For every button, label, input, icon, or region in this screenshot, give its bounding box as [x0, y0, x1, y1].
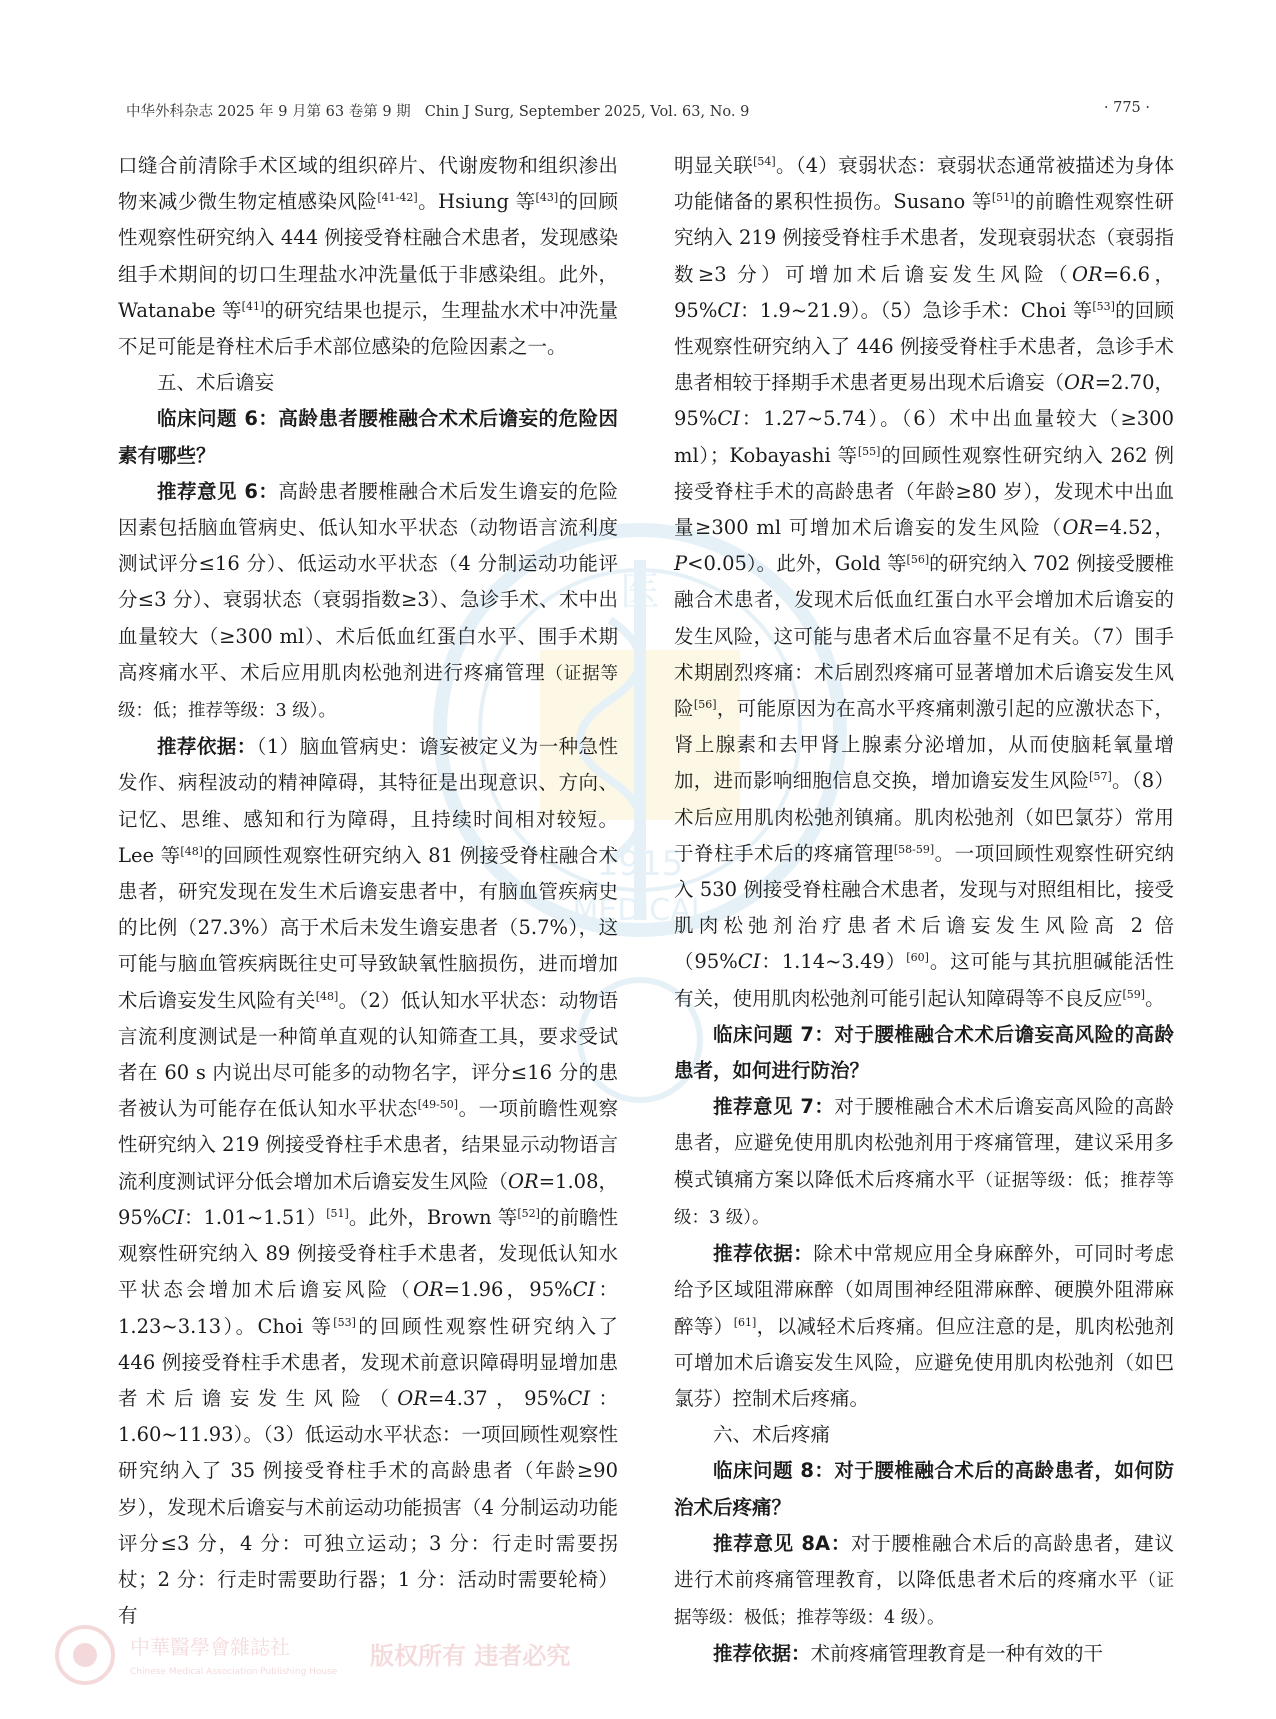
- or-symbol: OR: [508, 1169, 539, 1193]
- recommendation-label: 推荐意见 7：: [713, 1095, 835, 1119]
- evidence-grade: （证据等级：低；推荐等级：3 级）。: [118, 663, 618, 722]
- watermark-year: 1915: [596, 844, 684, 884]
- citation: [56]: [906, 553, 930, 567]
- citation: [43]: [535, 191, 559, 205]
- citation: [41]: [241, 299, 265, 313]
- recommendation-text: 高龄患者腰椎融合术后发生谵妄的危险因素包括脑血管病史、低认知水平状态（动物语言流利度测试评分≤16 分）、低运动水平状态（4 分制运动功能评分≤3 分）、衰弱状态（衰弱指数≥3）、急诊手术、术中出血量较大（≥300 ml）、术后低血红蛋白水平、围手术期高疼痛水平、术后应用肌肉松弛剂进行疼痛管理: [118, 479, 618, 684]
- journal-name-cn: 中华外科杂志 2025 年 9 月第 63 卷第 9 期: [126, 104, 411, 120]
- citation: [48]: [180, 844, 204, 858]
- recommendation-basis-8: [674, 1636, 1174, 1672]
- p-symbol: P: [674, 552, 688, 576]
- evidence-grade: （证据等级：极低；推荐等级：4 级）。: [674, 1570, 1174, 1629]
- ci-symbol: CI: [737, 950, 761, 974]
- paragraph-infection-irrigation: [118, 148, 618, 365]
- citation: [58-59]: [893, 842, 935, 856]
- text-segment: ，以减轻术后疼痛。但应注意的是，肌肉松弛剂可增加术后谵妄发生风险，应避免使用肌肉松弛剂（如巴氯芬）控制术后疼痛。: [674, 1314, 1174, 1410]
- text-segment: 的回顾性观察性研究纳入 81 例接受脊柱融合术患者，研究发现在发生术后谵妄患者中，有脑血管疾病史的比例（27.3%）高于术后未发生谵妄患者（5.7%），这可能与脑血管疾病既往史可导致缺氧性脑损伤，进而增加术后谵妄发生风险有关: [118, 843, 618, 1012]
- clinical-question-7: 临床问题 7：对于腰椎融合术术后谵妄高风险的高龄患者，如何进行防治？: [674, 1022, 1174, 1083]
- text-segment: 除术中常规应用全身麻醉外，可同时考虑给予区域阻滞麻醉（如周围神经阻滞麻醉、硬膜外阻滞麻醉等）: [674, 1242, 1174, 1338]
- text-segment: 。（8）术后应用肌肉松弛剂镇痛。肌肉松弛剂（如巴氯芬）常用于脊柱手术后的疼痛管理: [674, 769, 1174, 865]
- recommendation-7: [674, 1089, 1174, 1236]
- recommendation-text: 对于腰椎融合术术后谵妄高风险的高龄患者，应避免使用肌肉松弛剂用于疼痛管理，建议采用多模式镇痛方案以降低术后疼痛水平: [674, 1095, 1174, 1191]
- basis-label: 推荐依据：: [713, 1242, 814, 1266]
- paragraph-risk-factors-continued: [674, 148, 1174, 1017]
- running-header: [126, 100, 1150, 124]
- text-segment: 。（2）低认知水平状态：动物语言流利度测试是一种简单直观的认知筛查工具，要求受试者在 60 s 内说出尽可能多的动物名字，评分≤16 分的患者被认为可能存在低认知水平状态: [118, 988, 618, 1121]
- citation: [53]: [1092, 299, 1115, 313]
- copyright-slogan: 版权所有 违者必究: [370, 1642, 571, 1670]
- right-column: [674, 148, 1174, 1673]
- citation: [60]: [906, 951, 929, 965]
- ci-symbol: CI: [567, 1386, 591, 1410]
- ci-symbol: CI: [717, 407, 740, 431]
- text-segment: =6.6，95%: [674, 262, 1174, 322]
- journal-name-en: Chin J Surg, September 2025, Vol. 63, No. 9: [424, 104, 750, 120]
- recommendation-basis-6: [118, 729, 618, 1634]
- text-segment: 的前瞻性观察性研究纳入 89 例接受脊柱手术患者，发现低认知水平状态会增加术后谵妄风险（: [118, 1205, 618, 1302]
- text-segment: 明显关联: [674, 154, 754, 177]
- text-segment: 术前疼痛管理教育是一种有效的干: [810, 1642, 1104, 1666]
- basis-label: 推荐依据：: [157, 735, 257, 759]
- citation: [51]: [326, 1206, 349, 1220]
- recommendation-label: 推荐意见 8A：: [713, 1531, 852, 1555]
- citation: [61]: [733, 1315, 757, 1329]
- text-segment: 的回顾性观察性研究纳入了 446 例接受脊柱手术患者，发现术前意识障碍明显增加患者术后谵妄发生风险（: [118, 1314, 618, 1410]
- text-segment: ：1.14~3.49）: [760, 950, 907, 974]
- recommendation-8a: [674, 1526, 1174, 1637]
- citation: [48]: [315, 989, 339, 1003]
- citation: [41-42]: [377, 191, 418, 205]
- citation: [59]: [1122, 987, 1146, 1001]
- text-segment: 。: [1145, 986, 1165, 1010]
- text-segment: ：1.27~5.74）。（6）术中出血量较大（≥300 ml）；Kobayashi 等: [674, 407, 1174, 467]
- text-segment: 的前瞻性观察性研究纳入 219 例接受脊柱手术患者，发现衰弱状态（衰弱指数≥3 分）可增加术后谵妄发生风险（: [674, 190, 1174, 286]
- citation: [55]: [857, 444, 881, 458]
- text-segment: 。（4）衰弱状态：衰弱状态通常被描述为身体功能储备的累积性损伤。Susano 等: [674, 154, 1174, 214]
- text-segment: 的研究结果也提示，生理盐水术中冲洗量不足可能是脊柱术后手术部位感染的危险因素之一。: [118, 298, 618, 359]
- recommendation-text: 对于腰椎融合术后的高龄患者，建议进行术前疼痛管理教育，以降低患者术后的疼痛水平: [674, 1531, 1174, 1591]
- publisher-name-en: Chinese Medical Association Publishing House: [130, 1667, 338, 1677]
- watermark-char: 医: [620, 569, 660, 615]
- recommendation-label: 推荐意见 6：: [157, 479, 279, 503]
- text-segment: <0.05）。此外，Gold 等: [687, 552, 907, 576]
- section-heading-pain: 六、术后疼痛: [713, 1423, 831, 1447]
- watermark-text: MEDICAL: [572, 893, 708, 928]
- text-segment: 。Hsiung 等: [417, 190, 536, 214]
- or-symbol: OR: [1072, 262, 1103, 286]
- citation: [51]: [991, 191, 1015, 205]
- text-segment: 。一项回顾性观察性研究纳入 530 例接受脊柱融合术患者，发现与对照组相比，接受肌肉松弛剂治疗患者术后谵妄发生风险高 2 倍（95%: [674, 841, 1174, 974]
- text-segment: ：1.01~1.51）: [183, 1205, 327, 1229]
- text-segment: =1.08，95%: [118, 1169, 618, 1229]
- text-segment: （1）脑血管病史：谵妄被定义为一种急性发作、病程波动的精神障碍，其特征是出现意识、方向、记忆、思维、感知和行为障碍，且持续时间相对较短。Lee 等: [118, 735, 618, 867]
- clinical-question-6: 临床问题 6：高龄患者腰椎融合术术后谵妄的危险因素有哪些？: [118, 407, 618, 467]
- section-heading-delirium: 五、术后谵妄: [157, 371, 275, 395]
- text-segment: 的回顾性观察性研究纳入 262 例接受脊柱手术的高龄患者（年龄≥80 岁），发现术中出血量≥300 ml 可增加术后谵妄的发生风险（: [674, 443, 1174, 540]
- recommendation-6: [118, 474, 618, 729]
- ci-symbol: CI: [717, 298, 740, 322]
- page-number: · 775 ·: [1103, 100, 1150, 116]
- ci-symbol: CI: [161, 1205, 184, 1229]
- clinical-question-8: 临床问题 8：对于腰椎融合术后的高龄患者，如何防治术后疼痛？: [674, 1459, 1174, 1519]
- or-symbol: OR: [413, 1278, 444, 1302]
- text-segment: ：1.60~11.93）。（3）低运动水平状态：一项回顾性观察性研究纳入了 35 例接受脊柱手术的高龄患者（年龄≥90 岁），发现术后谵妄与术前运动功能损害（4 分制运动功能评分≤3 分，4 分：可独立运动；3 分：行走时需要拐杖；2 分：行走时需要助行器；1 分：活动时需要轮椅）有: [118, 1386, 618, 1628]
- citation: [52]: [517, 1206, 540, 1220]
- or-symbol: OR: [1064, 371, 1095, 395]
- text-segment: =4.37，95%: [427, 1386, 568, 1410]
- text-segment: =2.70，95%: [674, 371, 1174, 431]
- text-segment: 。这可能与其抗胆碱能活性有关，使用肌肉松弛剂可能引起认知障碍等不良反应: [674, 950, 1174, 1010]
- text-segment: =1.96，95%: [443, 1278, 573, 1302]
- text-segment: =4.52，: [1093, 516, 1174, 540]
- text-segment: ：1.9~21.9）。（5）急诊手术：Choi 等: [739, 298, 1093, 322]
- text-segment: 的研究纳入 702 例接受腰椎融合术患者，发现术后低血红蛋白水平会增加术后谵妄的发生风险，这可能与患者术后血容量不足有关。（7）围手术期剧烈疼痛：术后剧烈疼痛可显著增加术后谵妄发生风险: [674, 552, 1174, 721]
- text-segment: ：1.23~3.13）。Choi 等: [118, 1278, 618, 1338]
- citation: [56]: [693, 698, 717, 712]
- citation: [54]: [753, 155, 776, 168]
- journal-info: [126, 100, 749, 121]
- or-symbol: OR: [397, 1386, 428, 1410]
- text-segment: 的回顾性观察性研究纳入 444 例接受脊柱融合术患者，发现感染组手术期间的切口生理盐水冲洗量低于非感染组。此外，Watanabe 等: [118, 190, 618, 322]
- text-segment: 。一项前瞻性观察性研究纳入 219 例接受脊柱手术患者，结果显示动物语言流利度测试评分低会增加术后谵妄发生风险（: [118, 1097, 618, 1193]
- text-segment: ，可能原因为在高水平疼痛刺激引起的应激状态下，肾上腺素和去甲肾上腺素分泌增加，从而使脑耗氧量增加，进而影响细胞信息交换，增加谵妄发生风险: [674, 697, 1174, 793]
- citation: [49-50]: [417, 1098, 459, 1112]
- or-symbol: OR: [1062, 516, 1094, 540]
- citation: [57]: [1089, 770, 1112, 784]
- publisher-name-cn: 中華醫學會雜誌社: [130, 1635, 290, 1659]
- basis-label: 推荐依据：: [713, 1642, 811, 1666]
- text-segment: 的回顾性观察性研究纳入了 446 例接受脊柱手术患者，急诊手术患者相较于择期手术患者更易出现术后谵妄（: [674, 298, 1174, 395]
- text-segment: 。此外，Brown 等: [348, 1205, 518, 1229]
- ci-symbol: CI: [572, 1278, 596, 1302]
- evidence-grade: （证据等级：低；推荐等级：3 级）。: [674, 1170, 1174, 1228]
- citation: [53]: [333, 1315, 356, 1329]
- text-segment: 口缝合前清除手术区域的组织碎片、代谢废物和组织渗出物来减少微生物定植感染风险: [118, 154, 618, 214]
- recommendation-basis-7: [674, 1236, 1174, 1417]
- left-column: [118, 148, 618, 1634]
